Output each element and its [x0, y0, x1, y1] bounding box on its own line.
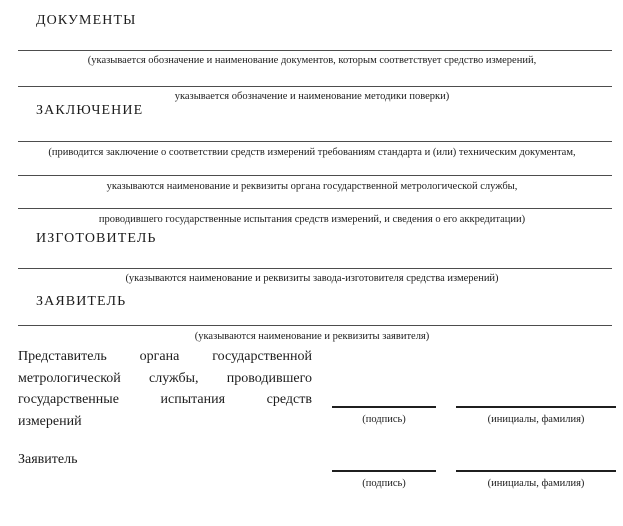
- applicant-signer-label: Заявитель: [18, 452, 78, 467]
- signature-line-representative-name: [456, 406, 616, 408]
- conclusion-caption-2: указываются наименование и реквизиты органа государственной метрологической службы,: [106, 181, 518, 192]
- documents-caption-1: (указывается обозначение и наименование документов, которым соответствует средство измерений,: [87, 55, 537, 66]
- horizontal-rule: [18, 141, 612, 142]
- horizontal-rule: [18, 268, 612, 269]
- signature-caption: (подпись): [362, 478, 406, 489]
- initials-caption: (инициалы, фамилия): [487, 414, 585, 425]
- section-heading-applicant: ЗАЯВИТЕЛЬ: [36, 294, 127, 309]
- paragraph-line: метрологической службы, проводившего: [18, 370, 312, 386]
- section-heading-documents: ДОКУМЕНТЫ: [36, 13, 137, 28]
- horizontal-rule: [18, 208, 612, 209]
- horizontal-rule: [18, 86, 612, 87]
- signature-line-representative-sign: [332, 406, 436, 408]
- horizontal-rule: [18, 325, 612, 326]
- initials-caption: (инициалы, фамилия): [487, 478, 585, 489]
- applicant-caption-1: (указываются наименование и реквизиты заявителя): [194, 331, 430, 342]
- paragraph-line: государственные испытания средств: [18, 392, 312, 408]
- signature-line-applicant-name: [456, 470, 616, 472]
- section-heading-manufacturer: ИЗГОТОВИТЕЛЬ: [36, 231, 157, 246]
- documents-caption-2: указывается обозначение и наименование методики поверки): [174, 91, 450, 102]
- signature-line-applicant-sign: [332, 470, 436, 472]
- paragraph-line: измерений: [18, 414, 82, 430]
- paragraph-line: Представитель органа государственной: [18, 349, 312, 364]
- conclusion-caption-1: (приводится заключение о соответствии средств измерений требованиям стандарта и (или) техническим документам,: [48, 147, 576, 158]
- representative-paragraph: [18, 346, 312, 433]
- signature-caption: (подпись): [362, 414, 406, 425]
- horizontal-rule: [18, 50, 612, 51]
- conclusion-caption-3: проводившего государственные испытания средств измерений, и сведения о его аккредитации): [98, 214, 526, 225]
- manufacturer-caption-1: (указываются наименование и реквизиты завода-изготовителя средства измерений): [125, 273, 499, 284]
- section-heading-conclusion: ЗАКЛЮЧЕНИЕ: [36, 103, 144, 118]
- horizontal-rule: [18, 175, 612, 176]
